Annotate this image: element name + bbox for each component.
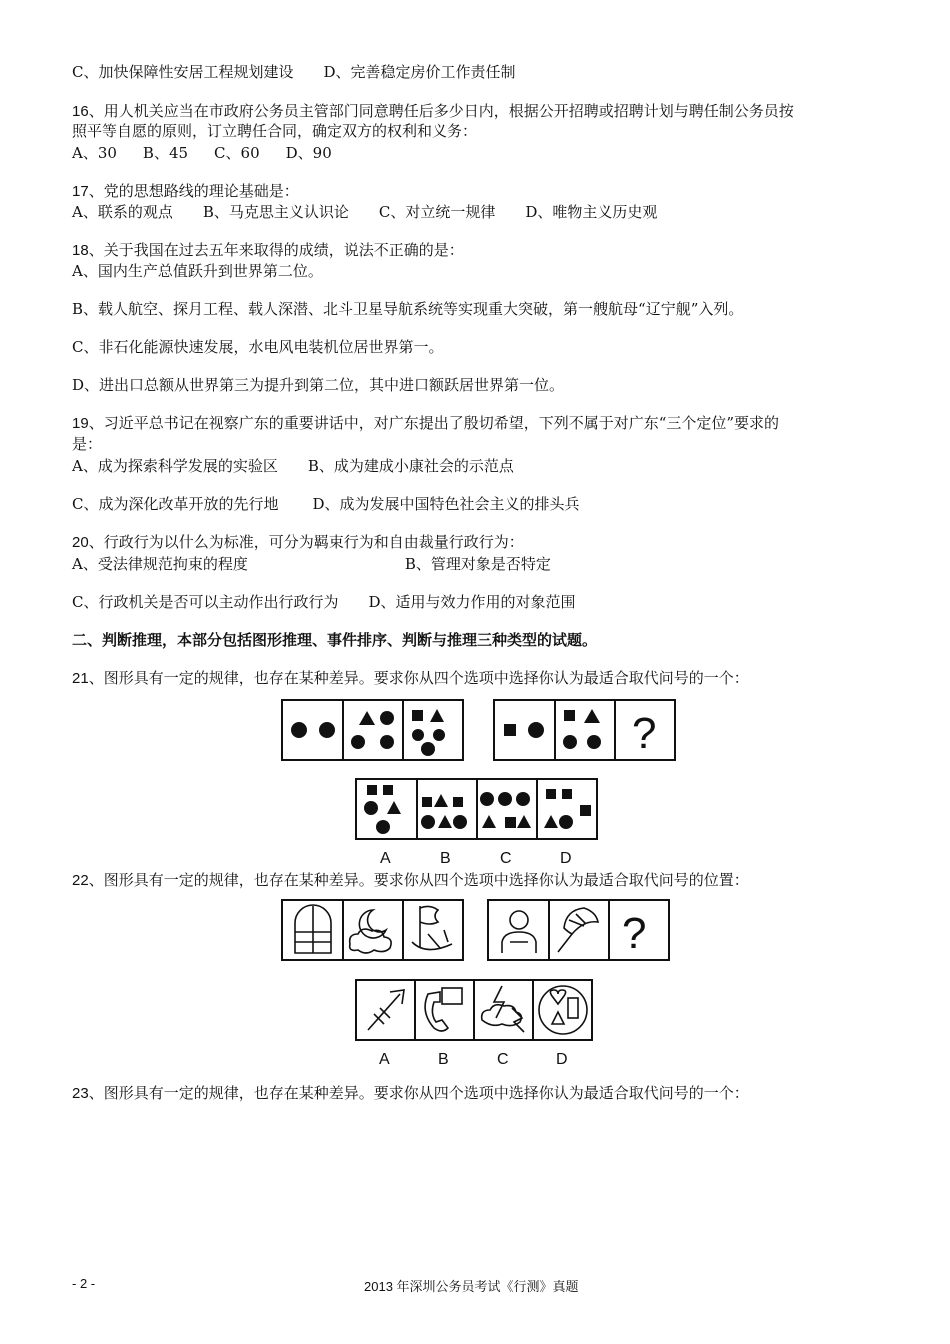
q20-option-c: C、行政机关是否可以主动作出行政行为	[72, 593, 339, 611]
phone-icon	[425, 988, 462, 1031]
q17-option-a: A、联系的观点	[72, 203, 173, 221]
q21-b-square	[453, 797, 463, 807]
q21-d-square	[562, 789, 572, 799]
q15-option-c: C、加快保障性安居工程规划建设	[72, 63, 294, 81]
q16-option-b: B、45	[142, 144, 189, 162]
footer-title: 2013 年深圳公务员考试《行测》真题	[364, 1279, 579, 1294]
q16-option-d: D、90	[285, 144, 332, 162]
q21-c-circle	[480, 792, 494, 806]
q18-stem	[72, 240, 464, 261]
q21-circle	[291, 722, 307, 738]
q17-options	[72, 202, 657, 222]
q20-option-d: D、适用与效力作用的对象范围	[368, 593, 576, 611]
q21-circle	[587, 735, 601, 749]
q19-options-ab	[72, 456, 514, 476]
q21-b-triangle	[434, 794, 448, 807]
q21-square	[504, 724, 516, 736]
flag-boat-icon	[412, 906, 452, 950]
q16-stem-line1	[72, 101, 794, 122]
arrow-icon	[368, 990, 404, 1030]
q17-option-b: B、马克思主义认识论	[202, 203, 349, 221]
person-icon	[502, 911, 536, 953]
q21-c-circle	[516, 792, 530, 806]
window-icon	[295, 905, 331, 953]
q21-a-circle	[376, 820, 390, 834]
q21-a-square	[383, 785, 393, 795]
q20-number: 20	[72, 534, 89, 551]
q19-option-b: B、成为建成小康社会的示范点	[307, 457, 514, 475]
q20-options-ab	[72, 554, 551, 574]
q16-option-a: A、30	[72, 144, 117, 162]
q18-option-b: B、载人航空、探月工程、载人深潜、北斗卫星导航系统等实现重大突破，第一艘航母“辽宁舰”入列。	[72, 300, 744, 318]
q20-options-cd	[72, 592, 576, 612]
q20-option-b: B、管理对象是否特定	[404, 555, 551, 573]
q19-option-c: C、成为深化改革开放的先行地	[72, 495, 279, 513]
q21-a-circle	[364, 801, 378, 815]
q21-circle	[433, 729, 445, 741]
q21-square	[564, 710, 575, 721]
q19-stem-line2: 是：	[72, 435, 103, 453]
q22-label-a: A	[379, 1051, 390, 1068]
q17-text: 、党的思想路线的理论基础是：	[88, 182, 299, 200]
q21-d-square	[546, 789, 556, 799]
q21-d-circle	[559, 815, 573, 829]
q17-number: 17	[72, 183, 89, 200]
q22-number: 22	[72, 872, 89, 889]
page-number: - 2 -	[72, 1276, 96, 1291]
q21-a-triangle	[387, 801, 401, 814]
q16-number: 16	[72, 103, 89, 120]
q18-option-a: A、国内生产总值跃升到世界第二位。	[72, 262, 323, 280]
q19-stem-line1	[72, 413, 779, 434]
q16-text1: 、用人机关应当在市政府公务员主管部门同意聘任后多少日内，根据公开招聘或招聘计划与聘任制公务员按	[88, 102, 794, 120]
section-2-heading: 二、判断推理，本部分包括图形推理、事件排序、判断与推理三种类型的试题。	[72, 631, 598, 649]
q20-stem	[72, 532, 524, 553]
q21-c-circle	[498, 792, 512, 806]
q21-question-mark: ?	[632, 709, 657, 758]
q21-triangle	[359, 711, 375, 725]
q19-option-d: D、成为发展中国特色社会主义的排头兵	[312, 495, 580, 513]
q21-label-a: A	[380, 850, 391, 867]
q21-number: 21	[72, 670, 89, 687]
q21-circle	[380, 735, 394, 749]
q23-text: 、图形具有一定的规律，也存在某种差异。要求你从四个选项中选择你认为最适合取代问号的一个：	[88, 1084, 749, 1102]
q22-stem	[72, 870, 749, 891]
q21-label-d: D	[560, 850, 572, 867]
q21-circle	[421, 742, 435, 756]
q21-d-triangle	[544, 815, 558, 828]
q23-stem	[72, 1083, 749, 1104]
lightning-cloud-icon	[482, 986, 524, 1032]
q21-circle	[319, 722, 335, 738]
q16-option-c: C、60	[214, 144, 260, 162]
q17-option-c: C、对立统一规律	[378, 203, 496, 221]
q17-stem	[72, 181, 299, 202]
q21-circle	[380, 711, 394, 725]
q22-answer-options	[354, 978, 604, 1070]
q21-circle	[563, 735, 577, 749]
q21-c-triangle	[517, 815, 531, 828]
q21-c-square	[505, 817, 516, 828]
q22-text: 、图形具有一定的规律，也存在某种差异。要求你从四个选项中选择你认为最适合取代问号的位置：	[88, 871, 749, 889]
q21-stem	[72, 668, 749, 689]
q23-number: 23	[72, 1085, 89, 1102]
q21-question-figure	[280, 698, 680, 764]
q21-a-square	[367, 785, 377, 795]
q15-option-d: D、完善稳定房价工作责任制	[323, 63, 516, 81]
q19-options-cd	[72, 494, 580, 514]
q18-option-d: D、进出口总额从世界第三为提升到第二位，其中进口额跃居世界第一位。	[72, 376, 565, 394]
q21-triangle	[430, 709, 444, 722]
q18-option-c: C、非石化能源快速发展，水电风电装机位居世界第一。	[72, 338, 444, 356]
q21-b-triangle	[438, 815, 452, 828]
q16-options	[72, 143, 332, 163]
q21-circle	[412, 729, 424, 741]
q21-c-triangle	[482, 815, 496, 828]
q21-label-b: B	[440, 850, 451, 867]
q22-label-b: B	[438, 1051, 449, 1068]
q22-question-figure	[280, 898, 680, 964]
q17-option-d: D、唯物主义历史观	[525, 203, 658, 221]
q15-options	[72, 62, 516, 82]
q16-stem-line2: 照平等自愿的原则，订立聘任合同，确定双方的权利和义务：	[72, 122, 478, 140]
q19-number: 19	[72, 415, 89, 432]
q18-number: 18	[72, 242, 89, 259]
q19-text1: 、习近平总书记在视察广东的重要讲话中，对广东提出了殷切希望，下列不属于对广东“三个定位”要求的	[88, 414, 780, 432]
q21-circle	[351, 735, 365, 749]
q21-b-square	[422, 797, 432, 807]
moon-cloud-icon	[350, 910, 391, 953]
heart-circle-icon	[539, 986, 587, 1034]
q21-text: 、图形具有一定的规律，也存在某种差异。要求你从四个选项中选择你认为最适合取代问号的一个：	[88, 669, 749, 687]
q22-label-d: D	[556, 1051, 568, 1068]
q18-text: 、关于我国在过去五年来取得的成绩，说法不正确的是：	[88, 241, 464, 259]
q20-text: 、行政行为以什么为标准，可分为羁束行为和自由裁量行政行为：	[88, 533, 524, 551]
q22-label-c: C	[497, 1051, 509, 1068]
q21-answer-options	[354, 777, 604, 869]
q19-option-a: A、成为探索科学发展的实验区	[72, 457, 278, 475]
q21-label-c: C	[500, 850, 512, 867]
q21-b-circle	[453, 815, 467, 829]
q21-triangle	[584, 709, 600, 723]
q21-square	[412, 710, 423, 721]
q22-question-mark: ?	[622, 909, 647, 958]
q21-d-square	[580, 805, 591, 816]
q21-b-circle	[421, 815, 435, 829]
umbrella-icon	[558, 908, 598, 952]
q21-circle	[528, 722, 544, 738]
q20-option-a: A、受法律规范拘束的程度	[72, 555, 248, 573]
